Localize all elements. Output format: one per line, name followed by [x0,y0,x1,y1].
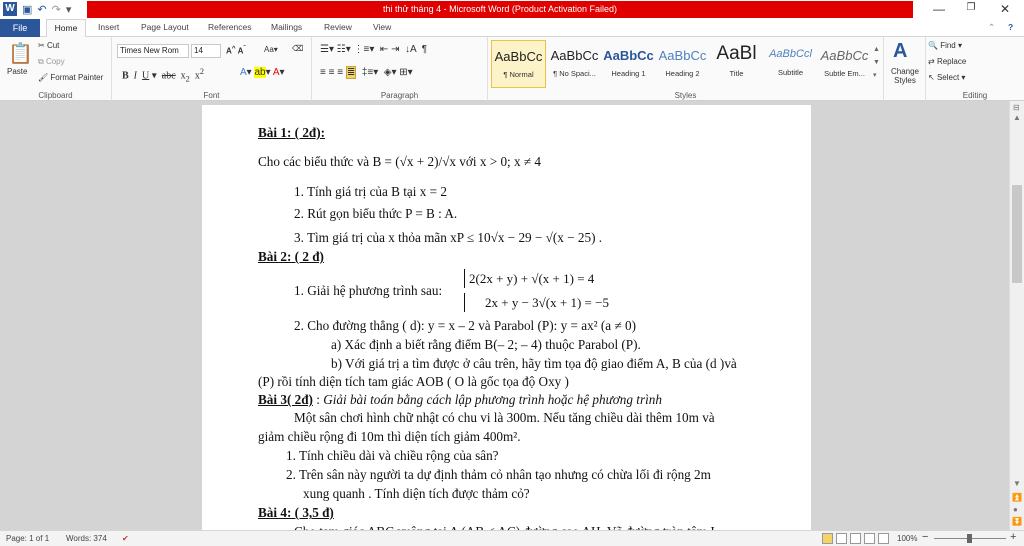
doc-line: 2. Rút gọn biểu thức P = B : A. [294,206,458,221]
paste-button[interactable]: Paste [7,67,28,76]
proofing-icon[interactable]: ✔ [122,534,129,543]
doc-line: Một sân chơi hình chữ nhật có chu vi là 300m. Nếu tăng chiều dài thêm 10m và [294,410,715,425]
copy-button[interactable]: ⧉ Copy [38,57,65,66]
doc-line: 2. Cho đường thẳng ( d): y = x – 2 và Parabol (P): y = ax² (a ≠ 0) [294,318,636,333]
style-heading-1[interactable]: AaBbCc Heading 1 [603,48,654,78]
doc-line: a) Xác định a biết rằng điểm B(– 2; – 4) thuộc Parabol (P). [331,337,641,352]
font-size-box[interactable]: 14 [191,44,221,58]
doc-line: Cho các biểu thức và B = (√x + 2)/√x với x > 0; x ≠ 4 [258,154,542,169]
document-page[interactable] [202,105,811,530]
clear-formatting-icon[interactable]: ⌫ [292,44,304,53]
heading-bai-4: Bài 4: ( 3,5 đ) [258,505,334,520]
grow-shrink-font-buttons[interactable]: A^ $A^ˇ$ [226,45,246,56]
editing-label: Editing [962,91,988,100]
doc-line: 1. Tính giá trị của B tại x = 2 [294,184,447,199]
heading-bai-3: Bài 3( 2đ) [258,392,313,407]
print-layout-view-icon[interactable] [822,533,833,544]
word-logo-icon[interactable]: W [3,2,17,16]
style-normal[interactable]: AaBbCc ¶ Normal [491,40,546,88]
paragraph-group [312,37,488,101]
change-styles-icon[interactable]: A [893,40,908,62]
bold-italic-underline-buttons[interactable]: B I U ▾ abc $x_2$ $x^2$ [122,67,205,84]
redo-icon[interactable]: ↷ [51,3,61,16]
tab-view[interactable]: View [373,22,392,32]
undo-icon[interactable]: ↶ [37,3,47,16]
separator: : [312,392,324,407]
close-button[interactable]: ✕ [999,2,1011,16]
bai-3-subtitle: Giải bài toán bằng cách lập phương trình hoặc hệ phương trình [323,392,662,407]
tab-review[interactable]: Review [324,22,352,32]
equation-system-line: 2(2x + y) + √(x + 1) = 4 [464,269,594,288]
zoom-slider-handle[interactable] [967,534,972,543]
font-group [112,37,312,101]
replace-icon: ⇄ [928,57,937,66]
customize-icon[interactable]: ▾ [65,3,72,16]
change-styles-button[interactable]: Change Styles [890,67,920,85]
doc-line: 1. Tính chiều dài và chiều rộng của sân? [286,448,499,463]
tab-home[interactable]: Home [46,19,86,38]
style-subtle-emphasis[interactable]: AaBbCc Subtle Em... [820,48,869,78]
style-no-spacing[interactable]: AaBbCc ¶ No Spaci... [550,48,599,78]
brush-icon: 🖌 [38,73,51,82]
tab-mailings[interactable]: Mailings [271,22,303,32]
page-indicator[interactable]: Page: 1 of 1 [6,534,50,543]
heading-bai-3-line [258,390,662,409]
restore-button[interactable]: ❐ [966,2,976,13]
cut-icon: ✂ [38,41,47,50]
outline-view-icon[interactable] [864,533,875,544]
editing-group [926,37,1024,101]
help-icon[interactable]: ? [1008,22,1014,32]
copy-icon: ⧉ [38,57,46,66]
zoom-level[interactable]: 100% [897,534,918,543]
style-subtitle[interactable]: AaBbCcl Subtitle [769,48,812,77]
ribbon [0,37,1024,101]
select-icon: ↖ [928,73,937,82]
tab-file[interactable]: File [0,19,40,37]
paragraph-label: Paragraph [380,91,419,100]
clipboard-group [0,37,112,101]
tab-references[interactable]: References [208,22,252,32]
alignment-buttons[interactable]: ≡ ≡ ≡ ≣ ‡≡▾ ◈▾ ⊞▾ [320,67,413,78]
list-indent-buttons[interactable]: ☰▾ ☷▾ ⋮≡▾ ⇤ ⇥ ↓A ¶ [320,44,428,55]
title-bar [0,0,1024,19]
browse-object-icon[interactable]: ● [1013,505,1018,514]
web-layout-view-icon[interactable] [850,533,861,544]
doc-line: (P) rồi tính diện tích tam giác AOB ( O là gốc tọa độ Oxy ) [258,374,569,389]
minimize-button[interactable]: — [933,2,945,16]
heading-bai-1: Bài 1: ( 2đ): [258,125,326,140]
paste-icon[interactable]: 📋 [8,43,33,65]
zoom-in-button[interactable]: + [1010,531,1017,543]
status-bar [0,530,1024,546]
window-title: thi thử tháng 4 - Microsoft Word (Product Activation Failed) [87,1,913,18]
previous-page-icon[interactable]: ⏫ [1012,493,1022,502]
full-screen-view-icon[interactable] [836,533,847,544]
format-painter-button[interactable]: 🖌 Format Painter [38,73,104,82]
scroll-down-icon[interactable]: ▼ [1013,479,1021,488]
change-styles-group [884,37,926,101]
clipboard-label: Clipboard [38,91,73,100]
doc-line: 2. Trên sân này người ta dự định thảm cỏ nhân tạo nhưng có chừa lối đi rộng 2m [286,467,711,482]
find-button[interactable]: 🔍 Find ▾ [928,41,962,50]
style-title[interactable]: AaBl Title [716,43,757,78]
doc-line: xung quanh . Tính diện tích được thảm cỏ? [303,486,530,501]
tab-insert[interactable]: Insert [98,22,120,32]
tab-page-layout[interactable]: Page Layout [141,22,189,32]
cut-button[interactable]: ✂ Cut [38,41,60,50]
change-case-button[interactable]: Aa▾ [264,45,278,54]
next-page-icon[interactable]: ⏬ [1012,517,1022,526]
doc-line: giảm chiều rộng đi 10m thì diện tích giảm 400m². [258,429,521,444]
word-count[interactable]: Words: 374 [66,534,107,543]
vertical-scrollbar[interactable] [1009,101,1024,530]
font-name-box[interactable]: Times New Rom [117,44,189,58]
select-button[interactable]: ↖ Select ▾ [928,73,966,82]
scrollbar-thumb[interactable] [1012,185,1022,283]
equation-system-line: 2x + y − 3√(x + 1) = −5 [464,293,609,312]
text-effects-highlight-color-buttons[interactable]: A▾ ab▾ A▾ [240,67,285,78]
doc-line: b) Với giá trị a tìm được ở câu trên, hãy tìm tọa độ giao điểm A, B của (d )và [331,356,737,371]
quick-access-toolbar [3,2,71,16]
styles-scroll-icon[interactable]: ▲ ▼ ▾ [873,46,880,79]
styles-label: Styles [674,91,697,100]
heading-bai-2: Bài 2: ( 2 đ) [258,249,324,264]
draft-view-icon[interactable] [878,533,889,544]
replace-button[interactable]: ⇄ Replace [928,57,967,66]
minimize-ribbon-icon[interactable]: ⌃ [988,22,996,32]
font-label: Font [203,91,220,100]
ribbon-tabs [0,19,1024,37]
doc-line: 3. Tìm giá trị của x thỏa mãn xP ≤ 10√x − 29 − √(x − 25) . [294,230,603,245]
ruler-toggle-icon[interactable]: ⊟ [1013,103,1020,112]
find-icon: 🔍 [928,41,941,50]
save-icon[interactable]: ▣ [22,3,33,16]
doc-line: 1. Giải hệ phương trình sau: [294,283,443,298]
zoom-out-button[interactable]: − [922,531,929,543]
scroll-up-icon[interactable]: ▲ [1013,113,1021,122]
style-heading-2[interactable]: AaBbCc Heading 2 [658,48,707,78]
styles-group [488,37,884,101]
